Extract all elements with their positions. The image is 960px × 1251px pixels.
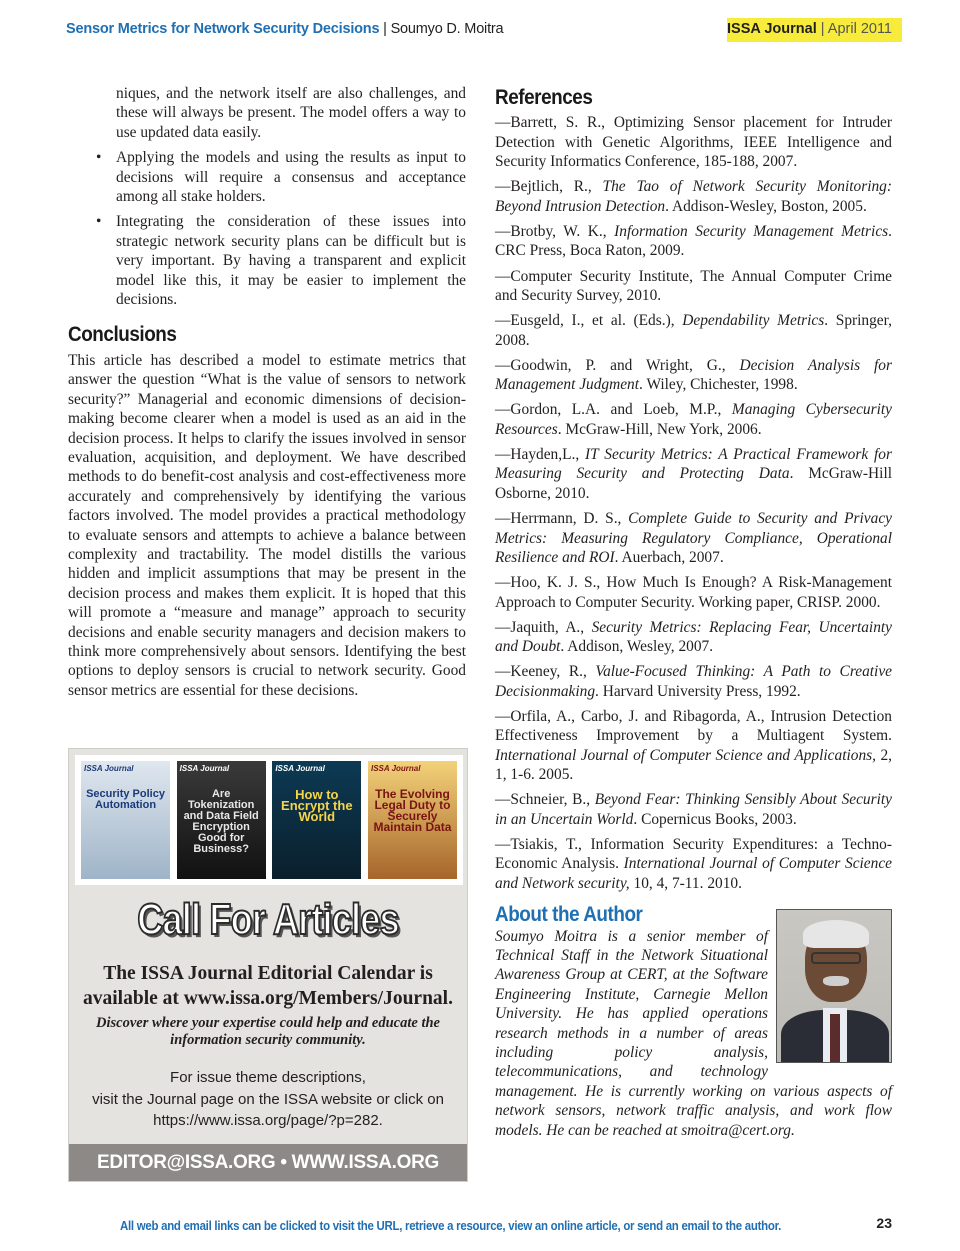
- reference-item: —Tsiakis, T., Information Security Expenditures: a Techno-Economic Analysis. International Journal of Computer Science and Network security, 10, 4, 7-11. 2010.: [495, 835, 892, 892]
- cover-logo: ISSA Journal: [84, 764, 134, 773]
- author-photo: [776, 909, 892, 1063]
- page-header: [60, 18, 902, 42]
- reference-item: —Jaquith, A., Security Metrics: Replacing Fear, Uncertainty and Doubt. Addison, Wesley, 2007.: [495, 618, 892, 656]
- reference-item: —Eusgeld, I., et al. (Eds.), Dependability Metrics. Springer, 2008.: [495, 312, 892, 349]
- bullet-item: • Integrating the consideration of these issues into strategic network security plans can be difficult but is very important. By having a transparent and explicit model like this, it may be easier to implement the decisions.: [116, 212, 466, 309]
- bullet-item: • Applying the models and using the results as input to decisions will require a consensus and acceptance among all stake holders.: [116, 148, 466, 206]
- about-the-author: [495, 905, 892, 1140]
- journal-issue-tag: [727, 18, 902, 42]
- journal-cover: [177, 761, 266, 879]
- editorial-calendar-line: The ISSA Journal Editorial Calendar is: [103, 963, 433, 984]
- article-title: Sensor Metrics for Network Security Decisions: [66, 21, 380, 37]
- cover-title: The Evolving Legal Duty to Securely Maintain Data: [373, 787, 452, 834]
- reference-item: —Gordon, L.A. and Loeb, M.P., Managing Cybersecurity Resources. McGraw-Hill, New York, 2006.: [495, 401, 893, 438]
- journal-page-link[interactable]: https://www.issa.org/page/?p=282.: [153, 1112, 383, 1129]
- cover-logo: ISSA Journal: [275, 764, 325, 773]
- reference-item: —Herrmann, D. S., Complete Guide to Security and Privacy Metrics: Measuring Regulatory Compliance, Operational Resilience and ROI. Auerbach, 2007.: [495, 510, 892, 566]
- theme-line: For issue theme descriptions,: [170, 1069, 366, 1086]
- bullet-list: [68, 148, 466, 309]
- conclusions-heading: Conclusions: [68, 323, 177, 347]
- journal-covers: [75, 755, 463, 885]
- call-for-articles-headline: Call For Articles: [137, 895, 399, 944]
- reference-item: —Goodwin, P. and Wright, G., Decision Analysis for Management Judgment. Wiley, Chichester, 1998.: [495, 356, 892, 394]
- about-author-heading: About the Author: [495, 903, 643, 927]
- reference-item: —Brotby, W. K., Information Security Management Metrics. CRC Press, Boca Raton, 2009.: [495, 223, 892, 260]
- editorial-calendar-link[interactable]: available at www.issa.org/Members/Journal.: [83, 988, 453, 1009]
- left-column: [68, 84, 466, 700]
- author-bio: Soumyo Moitra is a senior member of Technical Staff in the Network Situational Awareness Group at CERT, at the Software Engineering Institute, Carnegie Mellon University. He has applied operations research methods in a number of areas including policy analysis, telecommunications, and technology management. He is currently working on various aspects of network sensors, network traffic analysis, and work flow models. He can be reached at smoitra@cert.org.: [495, 927, 892, 1139]
- right-column: [495, 88, 892, 1140]
- editorial-calendar-text: [69, 961, 467, 1011]
- reference-item: —Hayden,L., IT Security Metrics: A Practical Framework for Measuring Security and Protecting Data. McGraw-Hill Osborne, 2010.: [495, 446, 892, 502]
- call-for-articles-ad[interactable]: [68, 748, 468, 1182]
- cover-title: Security Policy Automation: [86, 788, 165, 811]
- running-title: [66, 21, 503, 37]
- reference-item: —Barrett, S. R., Optimizing Sensor placement for Intruder Detection with Genetic Algorithms, IEEE Intelligence and Security Informatics Conference, 185-188, 2007.: [495, 114, 892, 171]
- journal-cover: [81, 761, 170, 879]
- bullet-continuation: niques, and the network itself are also challenges, and these will always be present. The model offers a way to use updated data easily.: [116, 85, 466, 141]
- reference-item: —Schneier, B., Beyond Fear: Thinking Sensibly About Security in an Uncertain World. Copernicus Books, 2003.: [495, 791, 892, 828]
- reference-item: —Keeney, R., Value-Focused Thinking: A Path to Creative Decisionmaking. Harvard University Press, 1992.: [495, 663, 892, 700]
- contact-links-bar[interactable]: EDITOR@ISSA.ORG • WWW.ISSA.ORG: [69, 1144, 467, 1181]
- references-heading: References: [495, 86, 593, 109]
- links-footnote: All web and email links can be clicked to visit the URL, retrieve a resource, view an online article, or send an email to the author.: [120, 1218, 782, 1233]
- theme-line: visit the Journal page on the ISSA website or click on: [92, 1090, 444, 1108]
- header-author: Soumyo D. Moitra: [390, 21, 504, 37]
- reference-item: —Orfila, A., Carbo, J. and Ribagorda, A., Intrusion Detection Effectiveness Improvement by a Multiagent System. International Journal of Computer Science and Applications, 2, 1, 1-6. 2005.: [495, 707, 893, 784]
- header-separator: |: [379, 21, 391, 37]
- reference-list: [495, 113, 892, 893]
- expertise-tagline: Discover where your expertise could help and educate the information security community.: [96, 1015, 440, 1048]
- journal-name: ISSA Journal: [727, 21, 817, 37]
- conclusions-paragraph: This article has described a model to estimate metrics that answer the question “What is the value of sensors to network security?” Managerial and economic dimensions of decision-making become clearer when a model is used as an aid in the decision process. It helps to clarify the issues involved in sensor evaluation, acquisition, and deployment. We have described methods to do benefit-cost analysis and cost-effectiveness more accurately and comprehensively by identifying the various factors involved. The model provides a practical methodology to evaluate sensors and attempts to achieve a balance between complexity and tractability. The model distills the various hidden and implicit assumptions that may be present in the decision process and makes them explicit. It is hoped that this will promote a “measure and manage” approach to security decisions and enable security managers and decision makers to think more comprehensively about sensors. Identifying the best options to deploy sensors is crucial to network security. Good sensor metrics are essential for these decisions.: [68, 351, 466, 699]
- issue-separator: |: [816, 21, 828, 37]
- cover-logo: ISSA Journal: [370, 764, 421, 773]
- cover-title: How to Encrypt the World: [281, 787, 353, 824]
- cover-logo: ISSA Journal: [179, 764, 230, 773]
- journal-cover: [368, 761, 457, 879]
- journal-cover: [272, 761, 361, 879]
- cover-title: Are Tokenization and Data Field Encryption Good for Business?: [183, 788, 259, 855]
- reference-item: —Hoo, K. J. S., How Much Is Enough? A Risk-Management Approach to Computer Security. Working paper, CRISP. 2000.: [495, 574, 892, 611]
- issue-date: April 2011: [827, 21, 892, 37]
- reference-item: —Bejtlich, R., The Tao of Network Security Monitoring: Beyond Intrusion Detection. Addison-Wesley, Boston, 2005.: [495, 178, 892, 215]
- theme-description-text: [69, 1067, 467, 1132]
- page-number: 23: [876, 1215, 892, 1231]
- reference-item: —Computer Security Institute, The Annual Computer Crime and Security Survey, 2010.: [495, 267, 892, 305]
